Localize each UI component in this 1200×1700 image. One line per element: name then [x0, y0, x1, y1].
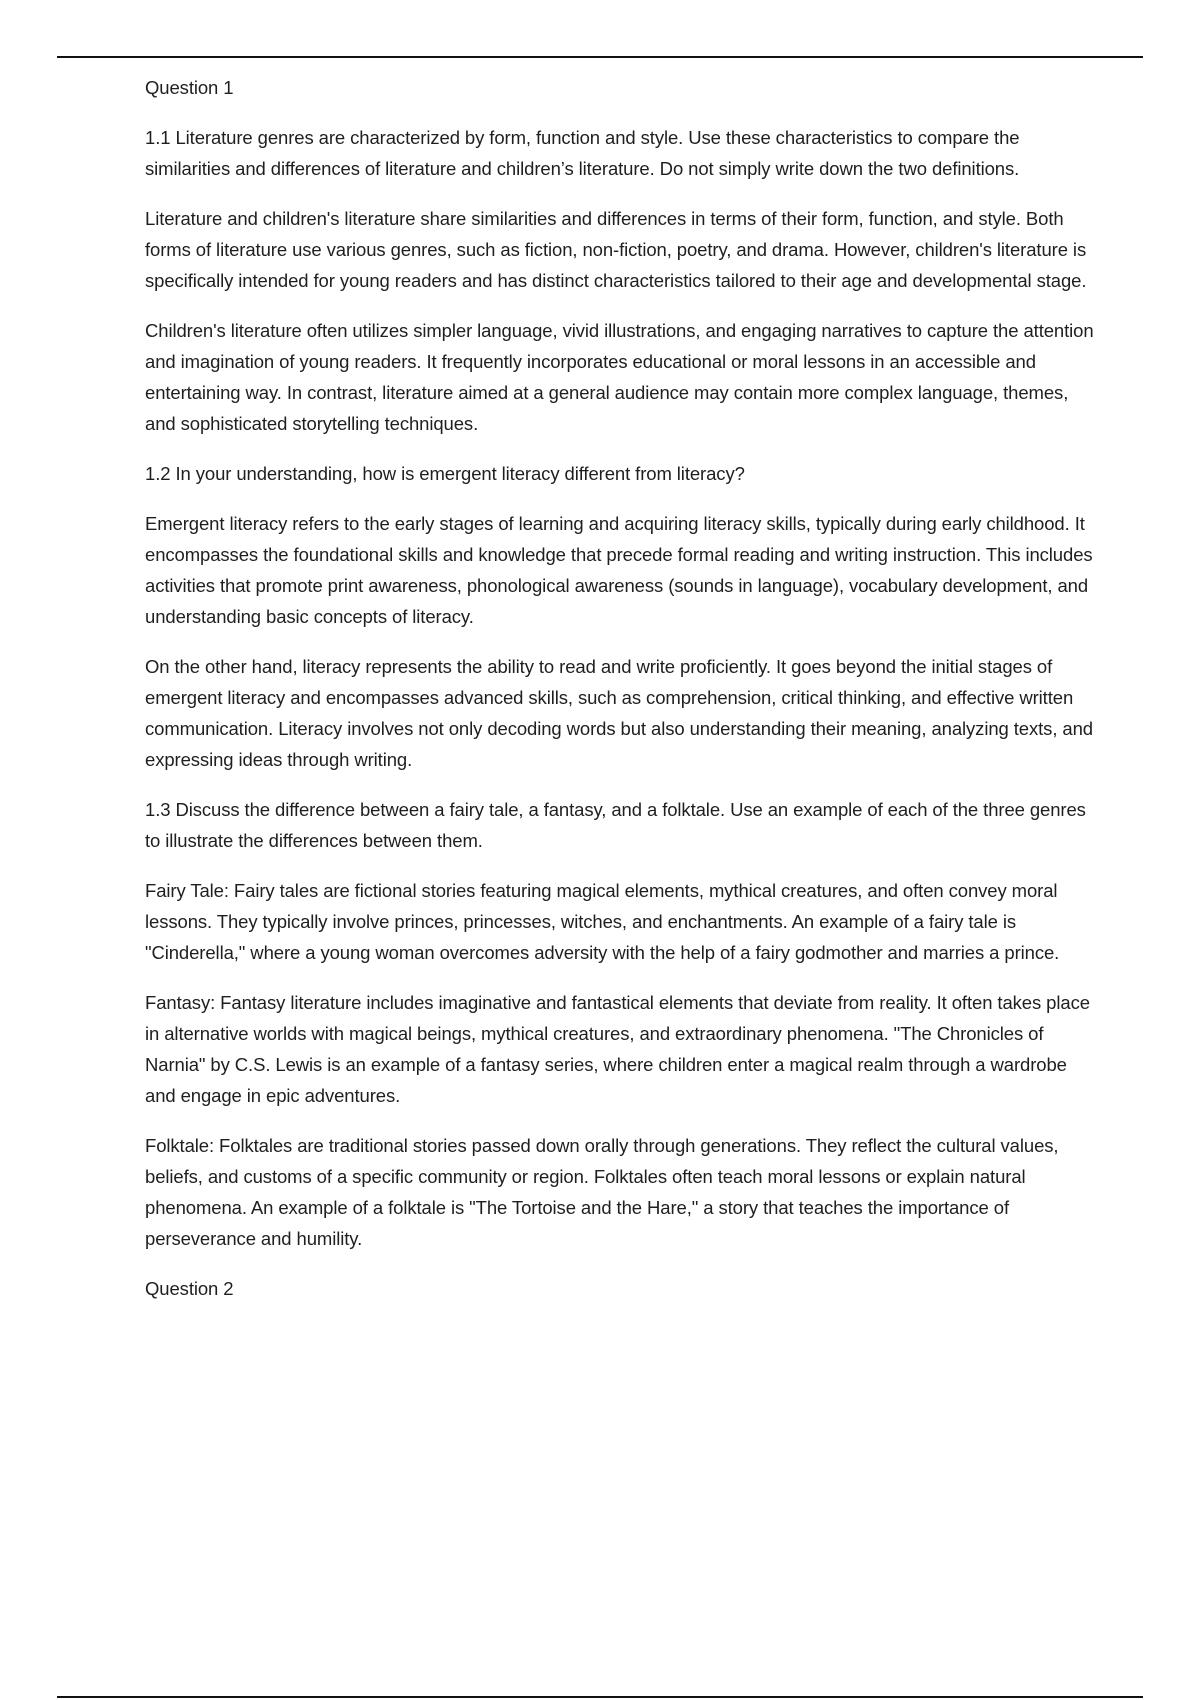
question-1-1-prompt: 1.1 Literature genres are characterized by form, function and style. Use these characteristics to compare the similarities and differences of literature and children’s literature. Do not simply write down the two definitions. — [145, 127, 1020, 179]
answer-1-2-paragraph-2: On the other hand, literacy represents the ability to read and write proficiently. It goes beyond the initial stages of emergent literacy and encompasses advanced skills, such as comprehension, critical thinking, and effective written communication. Literacy involves not only decoding words but also understanding their meaning, analyzing texts, and expressing ideas through writing. — [145, 656, 1093, 770]
question-1-2-prompt: 1.2 In your understanding, how is emergent literacy different from literacy? — [145, 463, 745, 484]
question-2-heading: Question 2 — [145, 1278, 234, 1299]
question-1-3-prompt: 1.3 Discuss the difference between a fairy tale, a fantasy, and a folktale. Use an example of each of the three genres to illustrate the differences between them. — [145, 799, 1086, 851]
answer-1-2-paragraph-1: Emergent literacy refers to the early stages of learning and acquiring literacy skills, typically during early childhood. It encompasses the foundational skills and knowledge that precede formal reading and writing instruction. This includes activities that promote print awareness, phonological awareness (sounds in language), vocabulary development, and understanding basic concepts of literacy. — [145, 513, 1093, 627]
answer-folktale: Folktale: Folktales are traditional stories passed down orally through generations. They reflect the cultural values, beliefs, and customs of a specific community or region. Folktales often teach moral lessons or explain natural phenomena. An example of a folktale is "The Tortoise and the Hare," a story that teaches the importance of perseverance and humility. — [145, 1135, 1059, 1249]
header-rule — [57, 56, 1143, 58]
answer-fantasy: Fantasy: Fantasy literature includes imaginative and fantastical elements that deviate from reality. It often takes place in alternative worlds with magical beings, mythical creatures, and extraordinary phenomena. "The Chronicles of Narnia" by C.S. Lewis is an example of a fantasy series, where children enter a magical realm through a wardrobe and engage in epic adventures. — [145, 992, 1090, 1106]
footer-rule — [57, 1696, 1143, 1698]
answer-fairy-tale: Fairy Tale: Fairy tales are fictional stories featuring magical elements, mythical creatures, and often convey moral lessons. They typically involve princes, princesses, witches, and enchantments. An example of a fairy tale is "Cinderella," where a young woman overcomes adversity with the help of a fairy godmother and marries a prince. — [145, 880, 1060, 963]
answer-1-1-paragraph-1: Literature and children's literature share similarities and differences in terms of their form, function, and style. Both forms of literature use various genres, such as fiction, non-fiction, poetry, and drama. However, children's literature is specifically intended for young readers and has distinct characteristics tailored to their age and developmental stage. — [145, 208, 1087, 291]
question-1-heading: Question 1 — [145, 77, 234, 98]
document-body — [145, 72, 1095, 1323]
answer-1-1-paragraph-2: Children's literature often utilizes simpler language, vivid illustrations, and engaging narratives to capture the attention and imagination of young readers. It frequently incorporates educational or moral lessons in an accessible and entertaining way. In contrast, literature aimed at a general audience may contain more complex language, themes, and sophisticated storytelling techniques. — [145, 320, 1094, 434]
